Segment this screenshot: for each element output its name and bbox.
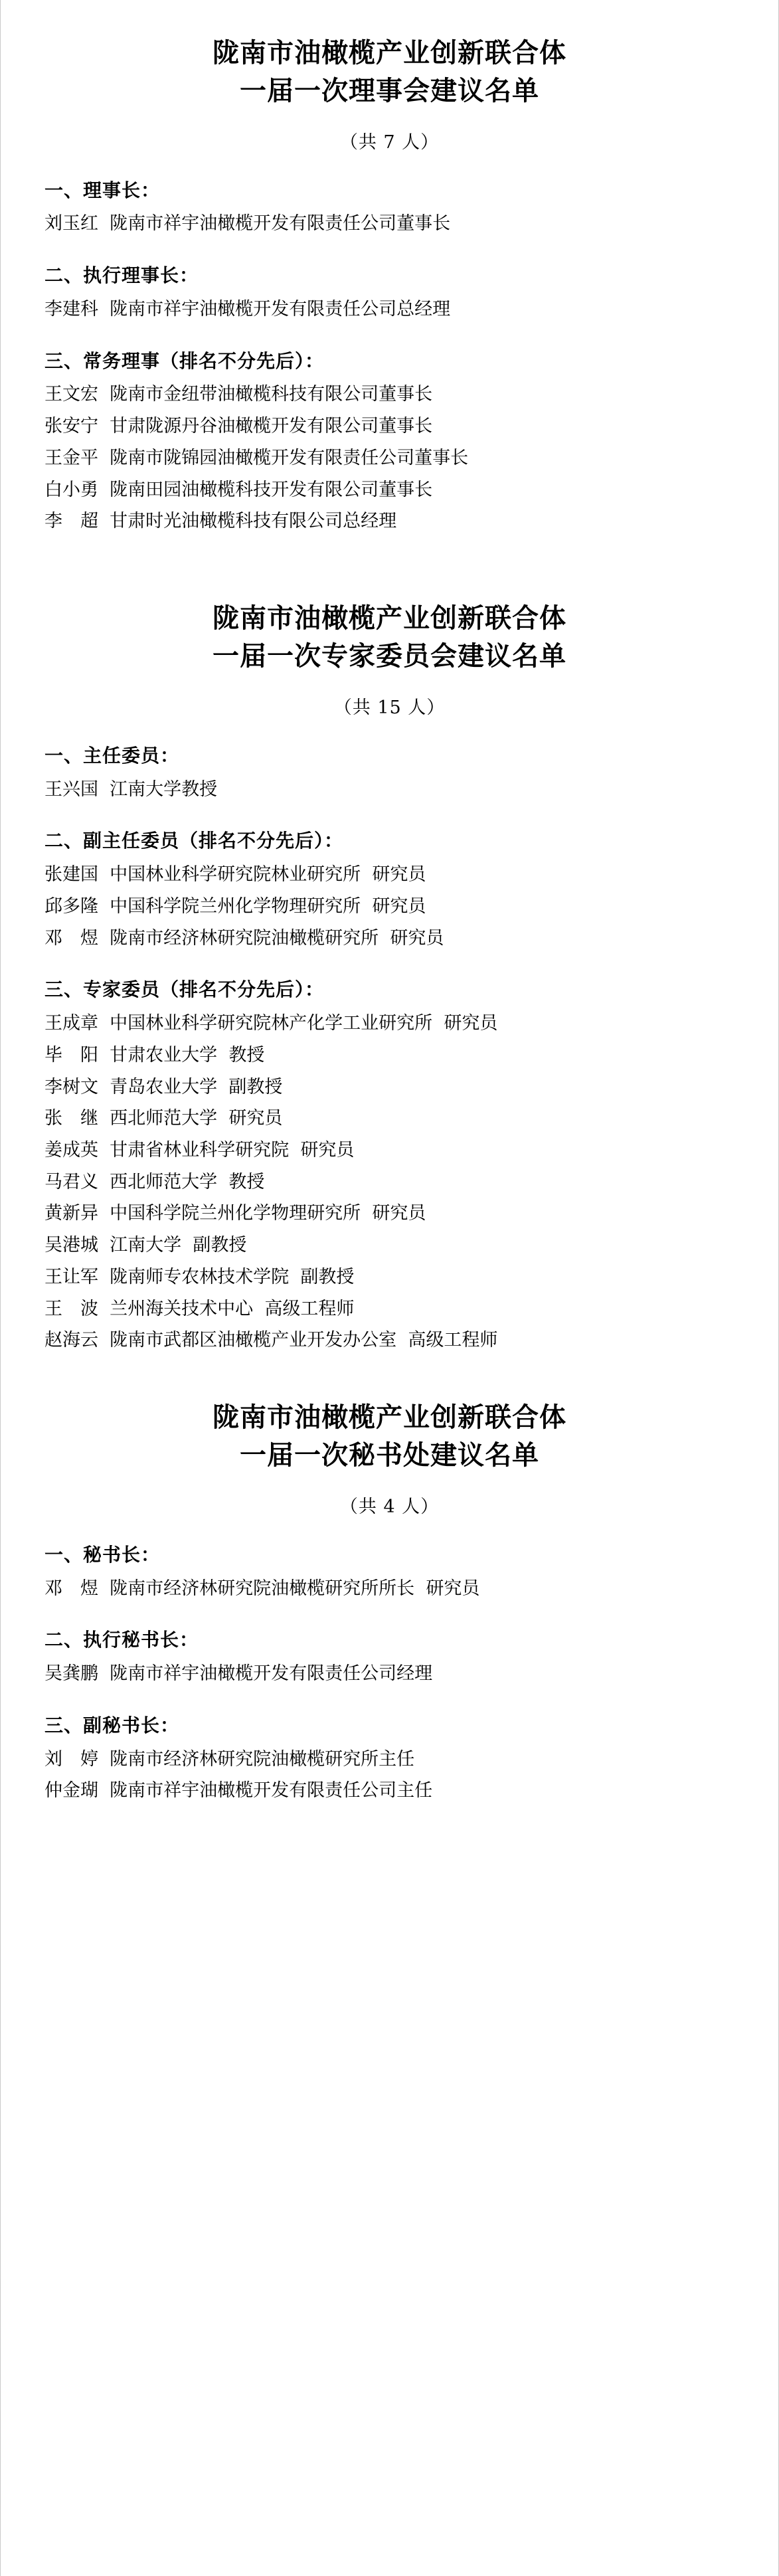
list-item: 刘 婷 陇南市经济林研究院油橄榄研究所主任	[44, 1748, 415, 1770]
section-secretariat	[1, 1399, 778, 1805]
title-line-1: 陇南市油橄榄产业创新联合体	[213, 37, 566, 68]
list-item: 白小勇 陇南田园油橄榄科技开发有限公司董事长	[44, 479, 433, 500]
member-count: （共 15 人）	[333, 697, 446, 718]
list-item: 李树文 青岛农业大学 副教授	[44, 1076, 283, 1097]
group-deputy-directors	[41, 826, 738, 953]
list-item: 李建科 陇南市祥宇油橄榄开发有限责任公司总经理	[44, 298, 451, 320]
list-item: 邱多隆 中国科学院兰州化学物理研究所 研究员	[44, 895, 426, 917]
list-item: 张安宁 甘肃陇源丹谷油橄榄开发有限公司董事长	[44, 416, 433, 437]
section-expert-committee	[1, 600, 778, 1355]
section-title	[41, 600, 738, 676]
group-secretary-general	[41, 1540, 738, 1604]
title-line-2: 一届一次专家委员会建议名单	[213, 640, 566, 672]
group-executive-secretary-general	[41, 1625, 738, 1689]
title-line-2: 一届一次秘书处建议名单	[240, 1439, 539, 1471]
section-council	[1, 35, 778, 536]
list-item: 王文宏 陇南市金纽带油橄榄科技有限公司董事长	[44, 384, 433, 405]
group-standing-directors	[41, 347, 738, 536]
section-spacer	[1, 539, 778, 600]
member-count: （共 4 人）	[339, 1496, 440, 1517]
list-item: 李 超 甘肃时光油橄榄科技有限公司总经理	[44, 511, 397, 532]
title-line-1: 陇南市油橄榄产业创新联合体	[213, 1402, 566, 1433]
member-count: （共 7 人）	[339, 132, 440, 153]
section-title	[41, 1399, 738, 1475]
list-item: 毕 阳 甘肃农业大学 教授	[44, 1044, 265, 1065]
list-item: 王让军 陇南师专农林技术学院 副教授	[44, 1266, 355, 1287]
list-item: 仲金瑚 陇南市祥宇油橄榄开发有限责任公司主任	[44, 1780, 433, 1801]
group-heading: 三、副秘书长：	[44, 1714, 180, 1736]
list-item: 王成章 中国林业科学研究院林产化学工业研究所 研究员	[44, 1013, 498, 1034]
group-deputy-secretary-general	[41, 1711, 738, 1805]
top-padding	[1, 0, 778, 35]
list-item: 马君义 西北师范大学 教授	[44, 1171, 265, 1192]
section-spacer	[1, 1358, 778, 1399]
list-item: 王兴国 江南大学教授	[44, 779, 218, 800]
group-heading: 一、理事长：	[44, 179, 161, 201]
list-item: 张建国 中国林业科学研究院林业研究所 研究员	[44, 864, 426, 885]
title-line-2: 一届一次理事会建议名单	[240, 74, 539, 106]
list-item: 吴港城 江南大学 副教授	[44, 1235, 247, 1256]
list-item: 邓 煜 陇南市经济林研究院油橄榄研究所所长 研究员	[44, 1578, 480, 1599]
group-executive-chairman	[41, 261, 738, 324]
group-director	[41, 741, 738, 804]
list-item: 张 继 西北师范大学 研究员	[44, 1108, 283, 1129]
group-heading: 二、执行秘书长：	[44, 1629, 199, 1651]
list-item: 王 波 兰州海关技术中心 高级工程师	[44, 1298, 355, 1319]
list-item: 王金平 陇南市陇锦园油橄榄开发有限责任公司董事长	[44, 447, 469, 468]
list-item: 姜成英 甘肃省林业科学研究院 研究员	[44, 1139, 355, 1160]
group-heading: 一、秘书长：	[44, 1543, 161, 1566]
title-line-1: 陇南市油橄榄产业创新联合体	[213, 602, 566, 634]
section-title	[41, 35, 738, 110]
group-heading: 二、副主任委员（排名不分先后）：	[44, 830, 344, 852]
group-chairman	[41, 176, 738, 239]
list-item: 刘玉红 陇南市祥宇油橄榄开发有限责任公司董事长	[44, 213, 451, 234]
group-heading: 一、主任委员：	[44, 744, 180, 767]
group-heading: 三、常务理事（排名不分先后）：	[44, 349, 325, 372]
group-heading: 二、执行理事长：	[44, 264, 199, 287]
list-item: 吴龚鹏 陇南市祥宇油橄榄开发有限责任公司经理	[44, 1663, 433, 1685]
group-expert-members	[41, 975, 738, 1355]
list-item: 赵海云 陇南市武都区油橄榄产业开发办公室 高级工程师	[44, 1330, 498, 1351]
group-heading: 三、专家委员（排名不分先后）：	[44, 978, 325, 1001]
list-item: 邓 煜 陇南市经济林研究院油橄榄研究所 研究员	[44, 927, 444, 949]
list-item: 黄新异 中国科学院兰州化学物理研究所 研究员	[44, 1203, 426, 1224]
